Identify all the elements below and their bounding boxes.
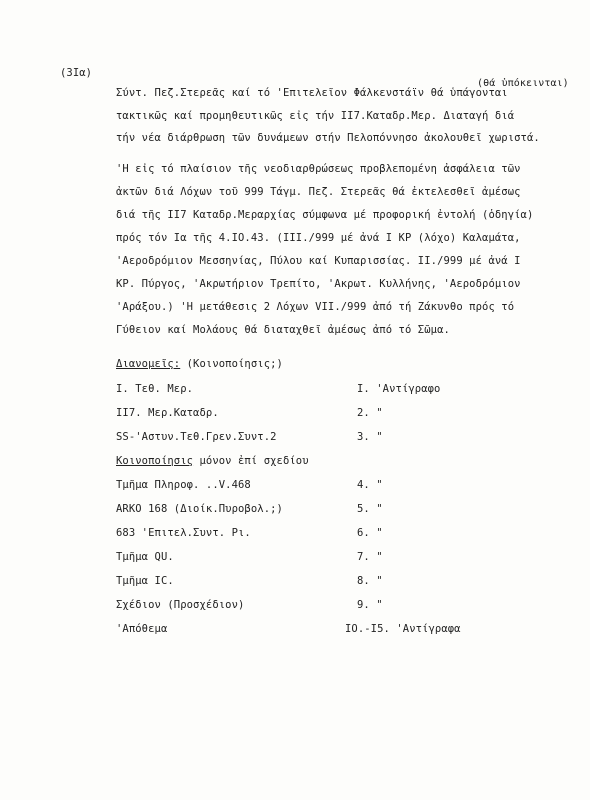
copies-copy: IO.-I5. 'Αντίγραφα (345, 623, 461, 635)
paragraph1-line: τήν νέα διάρθρωση τῶν δυνάμεων στήν Πελοπόννησο ἀκολουθεῖ χωριστά. (116, 132, 540, 144)
copies-name: Τμῆμα QU. (116, 551, 174, 563)
copies-heading-rest: μόνον ἐπί σχεδίου (193, 455, 309, 467)
paragraph1-line: Σύντ. Πεζ.Στερεᾶς καί τό 'Επιτελεῖον Φάλκενστάϊν θά ὑπάγονται (116, 87, 508, 99)
distribution-heading-rest: (Κοινοποίησις;) (180, 358, 283, 370)
copies-name: 683 'Επιτελ.Συντ. Ρι. (116, 527, 251, 539)
copies-copy: 6. " (357, 527, 383, 539)
copies-name: Τμῆμα Πληροφ. ..V.468 (116, 479, 251, 491)
distribution-heading-line (116, 357, 283, 371)
copies-copy: 9. " (357, 599, 383, 611)
page-number: (3Iα) (60, 67, 93, 79)
distribution-copy: 2. " (357, 407, 383, 419)
paragraph2-line: 'Η εἰς τό πλαίσιον τῆς νεοδιαρθρώσεως προβλεπομένη ἀσφάλεια τῶν (116, 163, 521, 175)
copies-name: Τμῆμα IC. (116, 575, 174, 587)
paragraph2-line: 'Αράξου.) 'Η μετάθεσις 2 Λόχων VII./999 ἀπό τή Ζάκυνθο πρός τό (116, 301, 515, 313)
paragraph1-line: τακτικῶς καί προμηθευτικῶς εἰς τήν II7.Καταδρ.Μερ. Διαταγή διά (116, 110, 515, 122)
copies-copy: 7. " (357, 551, 383, 563)
distribution-copy: I. 'Αντίγραφο (357, 383, 441, 395)
distribution-name: II7. Μερ.Καταδρ. (116, 407, 219, 419)
copies-name: Σχέδιον (Προσχέδιον) (116, 599, 245, 611)
copies-copy: 4. " (357, 479, 383, 491)
copies-copy: 8. " (357, 575, 383, 587)
distribution-copy: 3. " (357, 431, 383, 443)
copies-name: ARKO 168 (Διοίκ.Πυροβολ.;) (116, 503, 283, 515)
copies-copy: 5. " (357, 503, 383, 515)
distribution-heading: Διανομεῖς: (116, 358, 181, 370)
paragraph2-line: Γύθειον καί Μολάους θά διαταχθεῖ ἀμέσως ἀπό τό Σῶμα. (116, 324, 450, 336)
paragraph2-line: διά τῆς II7 Καταδρ.Μεραρχίας σύμφωνα μέ προφορική ἐντολή (ὁδηγία) (116, 209, 534, 221)
paragraph2-line: 'Αεροδρόμιον Μεσσηνίας, Πύλου καί Κυπαρισσίας. II./999 μέ ἀνά I (116, 255, 521, 267)
paragraph2-line: ΚΡ. Πύργος, 'Ακρωτήριον Τρεπίτο, 'Ακρωτ. Κυλλήνης, 'Αεροδρόμιον (116, 278, 521, 290)
distribution-name: SS-'Αστυν.Τεθ.Γρεν.Συντ.2 (116, 431, 277, 443)
corner-note: (θά ὑπόκεινται) (477, 78, 569, 89)
distribution-name: I. Τεθ. Μερ. (116, 383, 194, 395)
copies-name: 'Απόθεμα (116, 623, 168, 635)
paragraph2-line: ἀκτῶν διά Λόχων τοῦ 999 Τάγμ. Πεζ. Στερεᾶς θά ἐκτελεσθεῖ ἀμέσως (116, 186, 521, 198)
paragraph2-line: πρός τόν Ια τῆς 4.IO.43. (III./999 μέ ἀνά I ΚΡ (λόχο) Καλαμάτα, (116, 232, 521, 244)
copies-heading-line (116, 454, 309, 468)
copies-heading: Κοινοποίησις (116, 455, 194, 467)
